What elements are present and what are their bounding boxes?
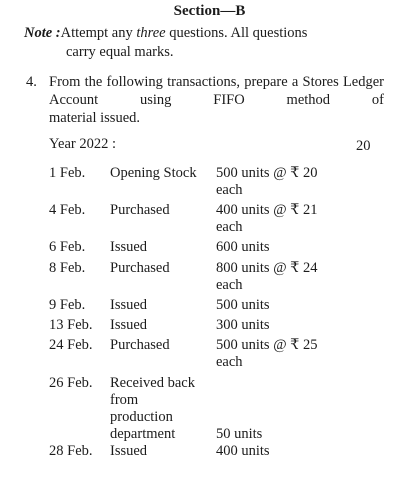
section-title: Section—B xyxy=(173,3,246,19)
transaction-type xyxy=(110,164,210,181)
transaction-quantity-line: 600 units xyxy=(216,239,270,255)
transaction-quantity-line: 500 units xyxy=(216,297,270,313)
transaction-date: 9 Feb. xyxy=(49,297,86,313)
transaction-date: 8 Feb. xyxy=(49,260,86,276)
transaction-type xyxy=(110,374,210,442)
marks: 20 xyxy=(356,138,371,154)
transaction-type-line: Purchased xyxy=(110,260,170,276)
question-line-2: Stores Ledger Account using FIFO method of xyxy=(49,74,385,108)
transaction-quantity-line xyxy=(216,408,346,425)
transaction-quantity xyxy=(216,201,346,235)
transaction-type-line: from xyxy=(110,392,139,408)
transaction-quantity-line: each xyxy=(216,182,243,198)
note-text-italic: three xyxy=(136,25,166,41)
note-line-2: carry equal marks. xyxy=(66,44,174,60)
transaction-quantity-line: 50 units xyxy=(216,426,263,442)
transaction-type xyxy=(110,442,210,459)
transaction-type-line: Issued xyxy=(110,443,148,459)
transaction-quantity-line: each xyxy=(216,219,243,235)
transaction-quantity xyxy=(216,259,346,293)
transaction-type-line: department xyxy=(110,426,176,442)
transaction-date: 1 Feb. xyxy=(49,165,86,181)
transaction-quantity xyxy=(216,164,346,198)
transaction-type-line: Opening Stock xyxy=(110,165,197,181)
transaction-date: 6 Feb. xyxy=(49,239,86,255)
transaction-type xyxy=(110,296,210,313)
transaction-type-line: Purchased xyxy=(110,337,170,353)
transaction-quantity-line xyxy=(216,374,346,391)
transaction-quantity-line: 800 units @ ₹ 24 xyxy=(216,260,318,276)
transaction-quantity-line: 400 units xyxy=(216,443,270,459)
note-label: Note : xyxy=(24,25,61,41)
note-text-b: questions. All questions xyxy=(165,25,308,41)
transaction-quantity-line: 500 units @ ₹ 25 xyxy=(216,337,318,353)
year-label: Year 2022 : xyxy=(49,136,116,152)
transaction-quantity-line: 400 units @ ₹ 21 xyxy=(216,202,318,218)
transaction-type xyxy=(110,238,210,255)
question-line-1: From the following transactions, prepare a xyxy=(49,74,299,90)
transaction-quantity xyxy=(216,316,346,333)
transaction-date: 28 Feb. xyxy=(49,443,93,459)
transaction-quantity-line: 500 units @ ₹ 20 xyxy=(216,165,318,181)
transaction-quantity-line: 300 units xyxy=(216,317,270,333)
transaction-type-line: Received back xyxy=(110,375,195,391)
transaction-quantity-line xyxy=(216,391,346,408)
transaction-type-line: Purchased xyxy=(110,202,170,218)
transaction-date: 26 Feb. xyxy=(49,375,93,391)
transaction-quantity xyxy=(216,336,346,370)
transaction-type xyxy=(110,316,210,333)
transaction-date: 4 Feb. xyxy=(49,202,86,218)
transaction-date: 13 Feb. xyxy=(49,317,93,333)
note-text-a: Attempt any xyxy=(60,25,137,41)
transaction-date: 24 Feb. xyxy=(49,337,93,353)
transaction-quantity-line: each xyxy=(216,277,243,293)
transaction-type-line: Issued xyxy=(110,317,148,333)
transaction-type xyxy=(110,201,210,218)
transaction-quantity xyxy=(216,374,346,442)
transaction-quantity-line: each xyxy=(216,354,243,370)
transaction-type-line: production xyxy=(110,409,173,425)
transaction-quantity xyxy=(216,296,346,313)
transaction-type xyxy=(110,336,210,353)
question-number: 4. xyxy=(26,74,37,90)
note xyxy=(24,24,384,42)
transaction-type-line: Issued xyxy=(110,297,148,313)
question-line-3: material issued. xyxy=(49,110,141,126)
transaction-quantity xyxy=(216,238,346,255)
transaction-quantity xyxy=(216,442,346,459)
transaction-type-line: Issued xyxy=(110,239,148,255)
transaction-type xyxy=(110,259,210,276)
question-text xyxy=(49,73,384,127)
